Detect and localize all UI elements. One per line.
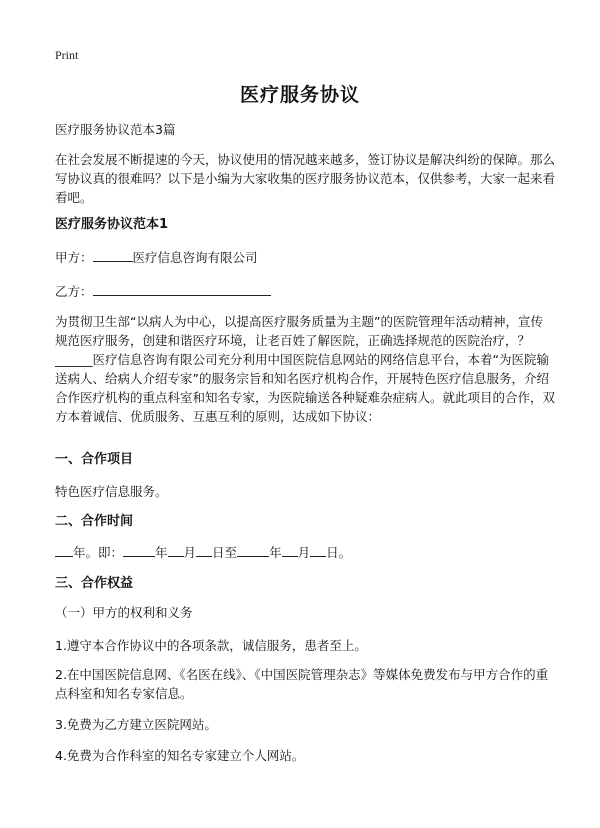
right-item-2: [55, 665, 555, 703]
party-b-label: 乙方：: [55, 284, 93, 299]
intro-text: 在社会发展不断提速的今天，协议使用的情况越来越多，签订协议是解决纠纷的保障。那么写协议真的很难吗？以下是小编为大家收集的医疗服务协议范本，仅供参考，大家一起来看看吧。: [55, 152, 556, 205]
heading-2: [55, 512, 555, 531]
day-blank-2: [310, 544, 326, 557]
year-blank-2: [123, 544, 155, 557]
month-blank-1: [168, 544, 184, 557]
section-title: 医疗服务协议范本1: [55, 217, 169, 232]
time-text-5: 年: [269, 545, 282, 560]
intro-paragraph: [55, 150, 555, 207]
list-item: 1.遵守本合作协议中的各项条款，诚信服务，患者至上。: [55, 638, 367, 653]
time-text-4: 日至: [212, 545, 238, 560]
time-text-3: 月: [183, 545, 197, 560]
subtitle-text: 医疗服务协议范本3篇: [55, 122, 176, 137]
item-1: [55, 482, 555, 501]
list-item: 3.免费为乙方建立医院网站。: [55, 717, 217, 732]
document-subtitle: [55, 120, 555, 139]
party-b-line: [55, 282, 555, 301]
heading-3: [55, 574, 555, 593]
time-text-6: 月: [297, 545, 311, 560]
time-text-7: 日。: [326, 545, 352, 560]
sub-heading-text: （一）甲方的权利和义务: [55, 605, 193, 620]
month-blank-2: [282, 544, 298, 557]
heading-1-text: 一、合作项目: [55, 452, 134, 467]
party-a-name: 医疗信息咨询有限公司: [132, 250, 258, 265]
time-line: [55, 543, 555, 562]
day-blank-1: [196, 544, 212, 557]
sub-heading: [55, 603, 555, 622]
heading-1: [55, 450, 555, 469]
time-text-1: 年。即：: [73, 545, 124, 560]
party-a-blank: [93, 249, 133, 262]
party-b-blank: [93, 283, 271, 296]
heading-2-text: 二、合作时间: [55, 514, 134, 529]
year-blank-3: [237, 544, 269, 557]
list-item: 2.在中国医院信息网、《名医在线》、《中国医院管理杂志》等媒体免费发布与甲方合作的重点科室和知名专家信息。: [55, 667, 549, 701]
time-text-2: 年: [155, 545, 168, 560]
section-heading: [55, 215, 555, 234]
document-title: 医疗服务协议: [239, 84, 360, 106]
year-blank-1: [55, 544, 73, 557]
party-a-label: 甲方：: [55, 250, 93, 265]
heading-3-text: 三、合作权益: [55, 576, 134, 591]
item-1-text: 特色医疗信息服务。: [55, 484, 168, 499]
party-a-line: [55, 248, 555, 267]
body-text: 为贯彻卫生部“以病人为中心，以提高医疗服务质量为主题”的医院管理年活动精神，宣传规范医疗服务，创建和谐医疗环境，让老百姓了解医院，正确选择规范的医院治疗，？______医疗信息咨询有限公司充分利用中国医院信息网站的网络信息平台，本着“为医院输送病人、给病人介绍专家”的服务宗旨和知名医疗机构合作，开展特色医疗信息服务，介绍合作医疗机构的重点科室和知名专家，为医院输送各种疑难杂症病人。就此项目的合作，双方本着诚信、优质服务、互惠互利的原则，达成如下协议：: [55, 314, 556, 424]
print-link[interactable]: Print: [55, 48, 79, 62]
right-item-3: [55, 715, 555, 734]
body-paragraph: [55, 312, 555, 426]
list-item: 4.免费为合作科室的知名专家建立个人网站。: [55, 748, 305, 763]
right-item-1: [55, 636, 555, 655]
right-item-4: [55, 746, 555, 765]
